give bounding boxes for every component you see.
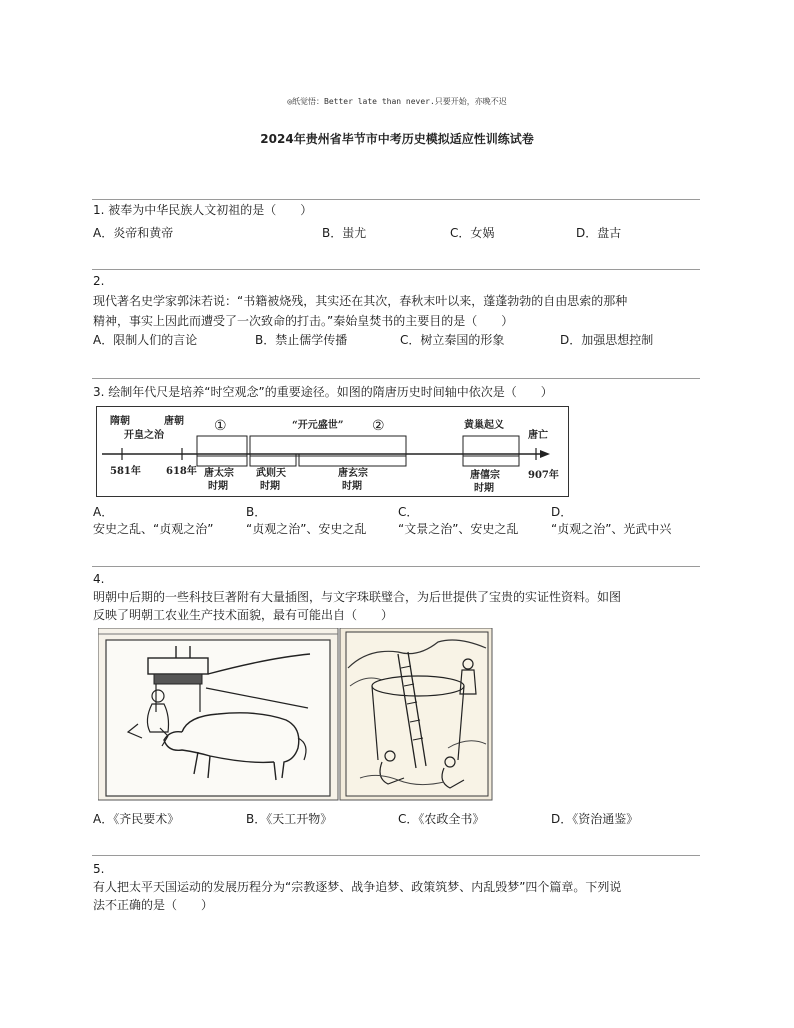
label-kaiyuan: “开元盛世” xyxy=(292,420,344,431)
q4-option-c[interactable]: C．《农政全书》 xyxy=(398,812,485,826)
label-blank2: ② xyxy=(372,418,385,434)
divider xyxy=(92,566,700,567)
ox-mill-illustration xyxy=(98,628,338,800)
q1-option-d[interactable]: D．盘古 xyxy=(576,226,622,240)
label-taizong-period: 时期 xyxy=(208,481,228,492)
label-xuanzong: 唐玄宗 xyxy=(338,468,368,479)
q4-option-a[interactable]: A．《齐民要术》 xyxy=(93,812,180,826)
label-xuanzong-period: 时期 xyxy=(342,481,362,492)
header-motto: ◎纸觉悟：Better late than never.只要开始，亦晚不迟 xyxy=(287,97,507,106)
q1-option-a[interactable]: A．炎帝和黄帝 xyxy=(93,226,174,240)
timeline-figure xyxy=(96,406,570,498)
q2-option-c[interactable]: C．树立秦国的形象 xyxy=(400,333,505,347)
q3-option-c-letter[interactable]: C． xyxy=(398,505,419,519)
blank1-bracket xyxy=(197,436,247,456)
mining-illustration xyxy=(340,628,492,800)
q2-stem-line1: 现代著名史学家郭沫若说：“书籍被烧残，其实还在其次，春秋末叶以来，蓬蓬勃勃的自由思索的那种 xyxy=(93,294,628,308)
label-year907: 907年 xyxy=(528,470,559,481)
label-taizong: 唐太宗 xyxy=(204,468,234,479)
divider xyxy=(92,199,700,200)
label-xizong-period: 时期 xyxy=(474,483,494,494)
divider xyxy=(92,855,700,856)
label-sui: 隋朝 xyxy=(110,416,130,427)
q3-option-c[interactable]: “文景之治”、安史之乱 xyxy=(398,522,519,536)
q5-stem-line2: 法不正确的是（ ） xyxy=(93,898,214,912)
label-year581: 581年 xyxy=(110,466,141,477)
q3-option-d-letter[interactable]: D． xyxy=(551,505,573,519)
q3-option-a[interactable]: 安史之乱、“贞观之治” xyxy=(93,522,214,536)
timeline-arrow-icon xyxy=(540,450,550,458)
q2-option-b[interactable]: B．禁止儒学传播 xyxy=(255,333,348,347)
label-tang: 唐朝 xyxy=(164,416,184,427)
q1-option-b[interactable]: B．蚩尤 xyxy=(322,226,367,240)
q5-stem-line1: 有人把太平天国运动的发展历程分为“宗教逐梦、战争追梦、政策筑梦、内乱毁梦”四个篇章。下列说 xyxy=(93,880,622,894)
label-wuzetian: 武则天 xyxy=(256,468,286,479)
exam-title: 2024年贵州省毕节市中考历史模拟适应性训练试卷 xyxy=(260,132,534,146)
q4-stem-line2: 反映了明朝工农业生产技术面貌，最有可能出自（ ） xyxy=(93,608,394,622)
q5-number: 5. xyxy=(93,862,105,876)
q4-stem-line1: 明朝中后期的一些科技巨著附有大量插图，与文字珠联璧合，为后世提供了宝贵的实证性资料。如图 xyxy=(93,590,622,604)
label-wuzetian-period: 时期 xyxy=(260,481,280,492)
q1-option-c[interactable]: C．女娲 xyxy=(450,226,495,240)
q1-stem: 1. 被奉为中华民族人文初祖的是（ ） xyxy=(93,203,313,217)
q3-stem: 3. 绘制年代尺是培养“时空观念”的重要途径。如图的隋唐历史时间轴中依次是（ ） xyxy=(93,385,553,399)
label-xizong: 唐僖宗 xyxy=(470,470,500,481)
q2-option-d[interactable]: D．加强思想控制 xyxy=(560,333,654,347)
q3-option-b-letter[interactable]: B． xyxy=(246,505,267,519)
q2-number: 2. xyxy=(93,274,105,288)
q3-option-b[interactable]: “贞观之治”、安史之乱 xyxy=(246,522,367,536)
q4-number: 4. xyxy=(93,572,105,586)
q2-option-a[interactable]: A．限制人们的言论 xyxy=(93,333,198,347)
divider xyxy=(92,378,700,379)
label-year618: 618年 xyxy=(166,466,197,477)
q3-option-a-letter[interactable]: A． xyxy=(93,505,114,519)
kaiyuan-bracket xyxy=(250,436,406,456)
ming-illustrations xyxy=(98,628,494,802)
q2-stem-line2: 精神，事实上因此而遭受了一次致命的打击。”秦始皇焚书的主要目的是（ ） xyxy=(93,314,514,328)
label-blank1: ① xyxy=(214,418,227,434)
label-kaihuang: 开皇之治 xyxy=(124,430,164,441)
huangchao-bracket xyxy=(463,436,519,456)
label-tangwang: 唐亡 xyxy=(528,430,548,441)
q4-option-b[interactable]: B．《天工开物》 xyxy=(246,812,333,826)
divider xyxy=(92,269,700,270)
q4-option-d[interactable]: D．《资治通鉴》 xyxy=(551,812,639,826)
label-huangchao: 黄巢起义 xyxy=(464,420,504,431)
q3-option-d[interactable]: “贞观之治”、光武中兴 xyxy=(551,522,672,536)
